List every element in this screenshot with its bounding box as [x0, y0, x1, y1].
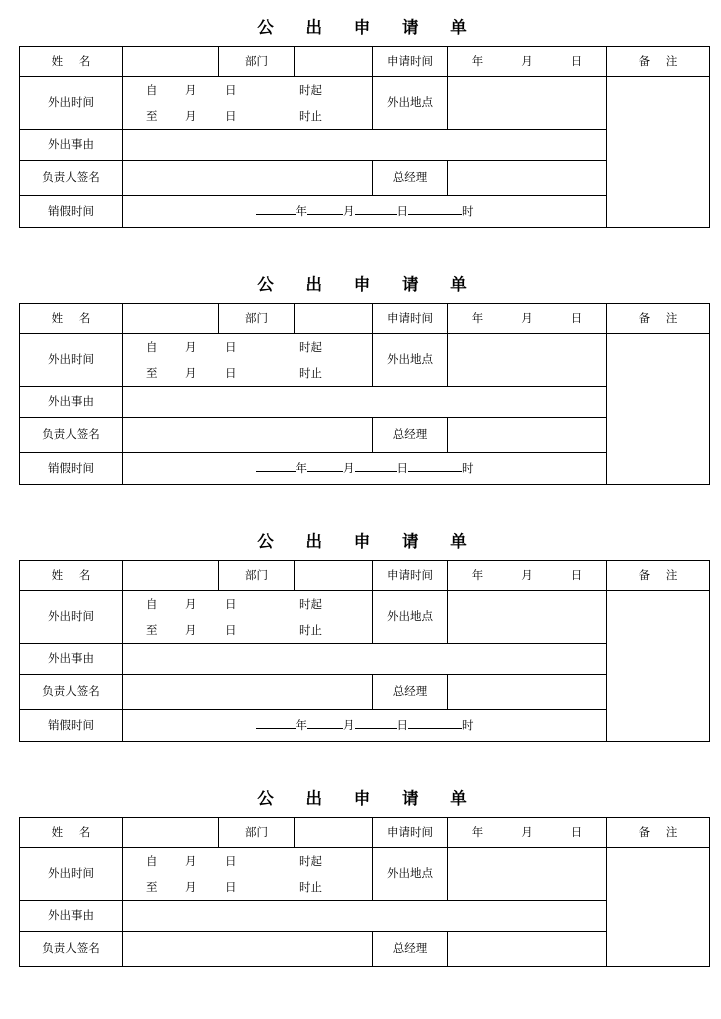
out-time-suffix: 时止: [299, 365, 322, 380]
out-time-suffix: 时起: [299, 596, 322, 611]
return-time-line: [256, 461, 474, 475]
label-out-reason: 外出事由: [20, 129, 123, 160]
return-time-year: 年: [295, 460, 307, 475]
label-out-reason: 外出事由: [20, 643, 123, 674]
apply-time-day: 日: [570, 310, 583, 325]
field-apply-time-value[interactable]: [448, 46, 607, 76]
out-time-prefix: 至: [146, 365, 158, 380]
field-department-value[interactable]: [295, 303, 373, 333]
field-manager-signature-value[interactable]: [123, 931, 373, 966]
table-row: [20, 817, 710, 847]
table-row: [20, 560, 710, 590]
label-return-time: 销假时间: [20, 452, 123, 484]
apply-time-day: 日: [570, 567, 583, 582]
out-time-line-1: [123, 591, 372, 617]
label-out-time: 外出时间: [20, 847, 123, 900]
table-row: [20, 333, 710, 386]
return-time-blank-year: [256, 214, 296, 215]
out-time-line-1: [123, 77, 372, 103]
table-row: [20, 452, 710, 484]
table-row: [20, 46, 710, 76]
return-time-blank-day: [355, 728, 397, 729]
out-time-suffix: 时止: [299, 108, 322, 123]
form-copy-2: [19, 277, 702, 485]
apply-time-year: 年: [471, 824, 484, 839]
apply-time-month: 月: [521, 567, 533, 582]
label-out-place: 外出地点: [373, 590, 448, 643]
return-time-day: 日: [396, 460, 408, 475]
label-general-manager: 总经理: [373, 674, 448, 709]
field-out-time-value[interactable]: [123, 847, 373, 900]
label-out-place: 外出地点: [373, 76, 448, 129]
apply-time-month: 月: [521, 824, 533, 839]
out-time-month: 月: [185, 853, 197, 868]
table-row: [20, 160, 710, 195]
table-row: [20, 847, 710, 900]
out-time-prefix: 至: [146, 879, 158, 894]
return-time-blank-month: [307, 471, 343, 472]
return-time-blank-month: [307, 214, 343, 215]
out-time-line-1: [123, 334, 372, 360]
label-name: 姓 名: [20, 560, 123, 590]
out-time-month: 月: [185, 339, 197, 354]
field-department-value[interactable]: [295, 560, 373, 590]
label-manager-signature: 负责人签名: [20, 417, 123, 452]
application-form-table: [19, 303, 710, 485]
field-general-manager-value[interactable]: [448, 931, 607, 966]
out-time-day: 日: [225, 622, 237, 637]
label-name: 姓 名: [20, 817, 123, 847]
field-department-value[interactable]: [295, 46, 373, 76]
field-out-place-value[interactable]: [448, 333, 607, 386]
apply-time-month: 月: [521, 53, 533, 68]
field-out-reason-value[interactable]: [123, 386, 607, 417]
field-name-value[interactable]: [123, 817, 219, 847]
return-time-month: 月: [343, 717, 355, 732]
return-time-blank-hour: [408, 471, 462, 472]
field-manager-signature-value[interactable]: [123, 160, 373, 195]
return-time-line: [256, 204, 474, 218]
field-apply-time-value[interactable]: [448, 560, 607, 590]
field-out-reason-value[interactable]: [123, 129, 607, 160]
field-out-place-value[interactable]: [448, 847, 607, 900]
label-out-place: 外出地点: [373, 847, 448, 900]
field-name-value[interactable]: [123, 303, 219, 333]
label-return-time: 销假时间: [20, 709, 123, 741]
out-time-suffix: 时止: [299, 622, 322, 637]
out-time-prefix: 自: [146, 596, 158, 611]
out-time-suffix: 时起: [299, 853, 322, 868]
return-time-blank-year: [256, 728, 296, 729]
out-time-month: 月: [185, 82, 197, 97]
out-time-day: 日: [225, 853, 237, 868]
return-time-year: 年: [295, 203, 307, 218]
out-time-prefix: 自: [146, 82, 158, 97]
label-remark: 备 注: [607, 46, 710, 76]
field-apply-time-value[interactable]: [448, 817, 607, 847]
out-time-month: 月: [185, 596, 197, 611]
out-time-day: 日: [225, 879, 237, 894]
form-title: 公 出 申 请 单: [257, 532, 480, 551]
return-time-hour: 时: [462, 717, 474, 732]
out-time-day: 日: [225, 596, 237, 611]
form-title: 公 出 申 请 单: [257, 18, 480, 37]
field-general-manager-value[interactable]: [448, 417, 607, 452]
label-remark: 备 注: [607, 560, 710, 590]
label-manager-signature: 负责人签名: [20, 931, 123, 966]
field-return-time-value[interactable]: [123, 195, 607, 227]
label-manager-signature: 负责人签名: [20, 160, 123, 195]
label-out-time: 外出时间: [20, 333, 123, 386]
field-out-time-value[interactable]: [123, 333, 373, 386]
apply-time-day: 日: [570, 824, 583, 839]
label-apply-time: 申请时间: [373, 817, 448, 847]
field-remark-value[interactable]: [607, 847, 710, 966]
label-out-time: 外出时间: [20, 76, 123, 129]
label-apply-time: 申请时间: [373, 303, 448, 333]
label-apply-time: 申请时间: [373, 46, 448, 76]
out-time-day: 日: [225, 82, 237, 97]
out-time-line-2: [123, 360, 372, 386]
field-remark-value[interactable]: [607, 333, 710, 484]
form-copy-1: [19, 20, 702, 228]
apply-time-year: 年: [471, 53, 484, 68]
label-out-time: 外出时间: [20, 590, 123, 643]
label-return-time: 销假时间: [20, 195, 123, 227]
table-row: [20, 303, 710, 333]
out-time-month: 月: [185, 365, 197, 380]
label-department: 部门: [219, 303, 295, 333]
label-department: 部门: [219, 560, 295, 590]
table-row: [20, 417, 710, 452]
table-row: [20, 590, 710, 643]
out-time-month: 月: [185, 622, 197, 637]
return-time-hour: 时: [462, 460, 474, 475]
field-out-reason-value[interactable]: [123, 900, 607, 931]
out-time-month: 月: [185, 108, 197, 123]
label-manager-signature: 负责人签名: [20, 674, 123, 709]
return-time-blank-day: [355, 471, 397, 472]
out-time-day: 日: [225, 108, 237, 123]
out-time-line-2: [123, 103, 372, 129]
return-time-blank-hour: [408, 728, 462, 729]
out-time-day: 日: [225, 339, 237, 354]
apply-time-year: 年: [471, 567, 484, 582]
label-out-reason: 外出事由: [20, 386, 123, 417]
table-row: [20, 709, 710, 741]
out-time-month: 月: [185, 879, 197, 894]
label-general-manager: 总经理: [373, 160, 448, 195]
apply-time-month: 月: [521, 310, 533, 325]
field-remark-value[interactable]: [607, 590, 710, 741]
return-time-blank-month: [307, 728, 343, 729]
field-manager-signature-value[interactable]: [123, 417, 373, 452]
return-time-year: 年: [295, 717, 307, 732]
return-time-blank-hour: [408, 214, 462, 215]
label-out-reason: 外出事由: [20, 900, 123, 931]
return-time-month: 月: [343, 203, 355, 218]
out-time-line-2: [123, 874, 372, 900]
label-general-manager: 总经理: [373, 417, 448, 452]
label-name: 姓 名: [20, 303, 123, 333]
field-general-manager-value[interactable]: [448, 160, 607, 195]
label-department: 部门: [219, 46, 295, 76]
application-form-table: [19, 560, 710, 742]
table-row: [20, 195, 710, 227]
table-row: [20, 931, 710, 966]
application-form-table: [19, 46, 710, 228]
form-title: 公 出 申 请 单: [257, 789, 480, 808]
out-time-line-1: [123, 848, 372, 874]
application-form-table: [19, 817, 710, 967]
out-time-day: 日: [225, 365, 237, 380]
field-out-place-value[interactable]: [448, 76, 607, 129]
table-row: [20, 643, 710, 674]
field-manager-signature-value[interactable]: [123, 674, 373, 709]
label-department: 部门: [219, 817, 295, 847]
table-row: [20, 900, 710, 931]
table-row: [20, 76, 710, 129]
return-time-day: 日: [396, 203, 408, 218]
out-time-prefix: 至: [146, 622, 158, 637]
field-department-value[interactable]: [295, 817, 373, 847]
field-name-value[interactable]: [123, 560, 219, 590]
out-time-suffix: 时止: [299, 879, 322, 894]
out-time-line-2: [123, 617, 372, 643]
out-time-suffix: 时起: [299, 339, 322, 354]
return-time-blank-year: [256, 471, 296, 472]
field-apply-time-value[interactable]: [448, 303, 607, 333]
field-return-time-value[interactable]: [123, 709, 607, 741]
out-time-prefix: 至: [146, 108, 158, 123]
field-general-manager-value[interactable]: [448, 674, 607, 709]
field-return-time-value[interactable]: [123, 452, 607, 484]
out-time-prefix: 自: [146, 853, 158, 868]
label-general-manager: 总经理: [373, 931, 448, 966]
return-time-day: 日: [396, 717, 408, 732]
return-time-hour: 时: [462, 203, 474, 218]
form-title: 公 出 申 请 单: [257, 275, 480, 294]
field-out-time-value[interactable]: [123, 590, 373, 643]
field-out-reason-value[interactable]: [123, 643, 607, 674]
return-time-month: 月: [343, 460, 355, 475]
label-name: 姓 名: [20, 46, 123, 76]
field-out-place-value[interactable]: [448, 590, 607, 643]
return-time-line: [256, 718, 474, 732]
label-apply-time: 申请时间: [373, 560, 448, 590]
out-time-suffix: 时起: [299, 82, 322, 97]
apply-time-year: 年: [471, 310, 484, 325]
apply-time-day: 日: [570, 53, 583, 68]
table-row: [20, 674, 710, 709]
table-row: [20, 386, 710, 417]
field-out-time-value[interactable]: [123, 76, 373, 129]
out-time-prefix: 自: [146, 339, 158, 354]
field-name-value[interactable]: [123, 46, 219, 76]
label-out-place: 外出地点: [373, 333, 448, 386]
field-remark-value[interactable]: [607, 76, 710, 227]
label-remark: 备 注: [607, 817, 710, 847]
form-copy-4: [19, 791, 702, 967]
table-row: [20, 129, 710, 160]
return-time-blank-day: [355, 214, 397, 215]
label-remark: 备 注: [607, 303, 710, 333]
form-copy-3: [19, 534, 702, 742]
